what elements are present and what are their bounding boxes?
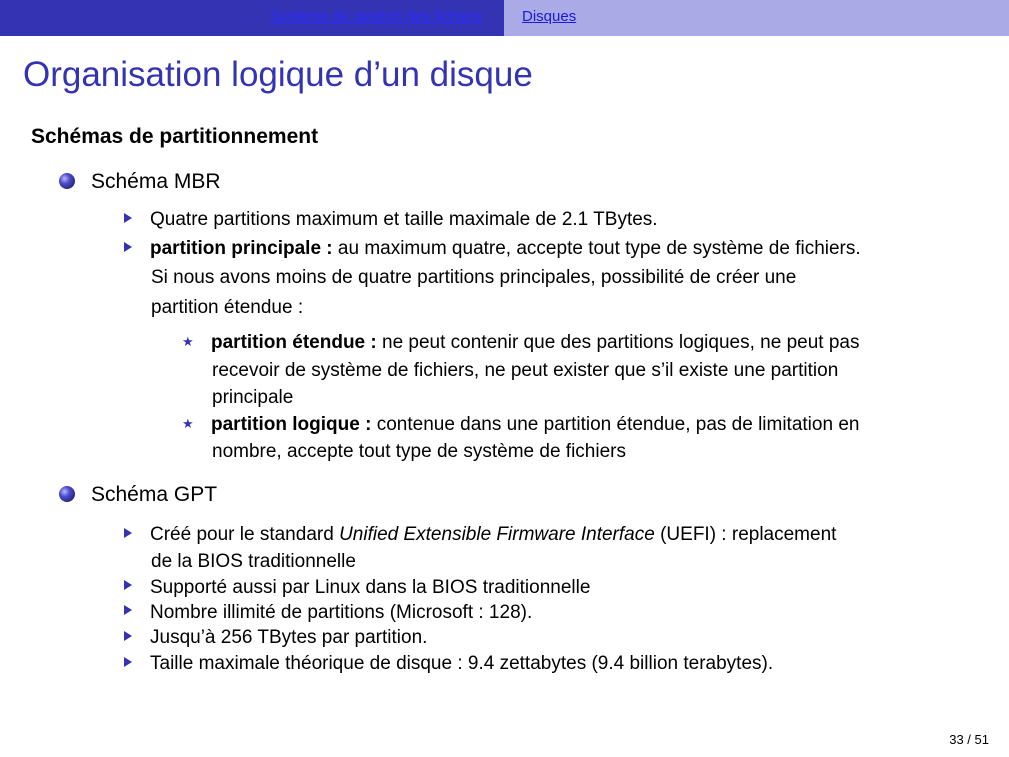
- gpt-item-1: [150, 521, 836, 549]
- gpt-item-2: Supporté aussi par Linux dans la BIOS traditionnelle: [150, 577, 591, 598]
- mbr-item-2-text: au maximum quatre, accepte tout type de système de fichiers.: [332, 238, 861, 259]
- slide-title: Organisation logique d’un disque: [23, 55, 533, 94]
- mbr-item-2: [150, 235, 861, 263]
- mbr-sub-1-line-3: principale: [212, 387, 294, 408]
- triangle-bullet-icon: [124, 213, 132, 223]
- gpt-item-5: Taille maximale théorique de disque : 9.4 zettabytes (9.4 billion terabytes).: [150, 653, 774, 674]
- mbr-heading: Schéma MBR: [91, 170, 221, 193]
- triangle-bullet-icon: [124, 631, 132, 641]
- star-bullet-icon: ★: [182, 416, 194, 431]
- mbr-sub-1-line-2: recevoir de système de fichiers, ne peut exister que s’il existe une partition: [212, 360, 839, 381]
- page-number: 33 / 51: [949, 732, 989, 747]
- triangle-bullet-icon: [124, 580, 132, 590]
- gpt-item-1-text: Créé pour le standard: [150, 524, 340, 545]
- term-extended-partition: partition étendue :: [211, 332, 377, 353]
- uefi-name: Unified Extensible Firmware Interface: [339, 524, 655, 545]
- header-navigation: [0, 0, 1009, 36]
- mbr-item-2-line-2: Si nous avons moins de quatre partitions principales, possibilité de créer une: [151, 267, 797, 288]
- gpt-heading: Schéma GPT: [91, 483, 218, 506]
- gpt-item-1-line-2: de la BIOS traditionnelle: [151, 551, 356, 572]
- gpt-item-1-text-end: (UEFI) : replacement: [654, 524, 837, 545]
- triangle-bullet-icon: [124, 528, 132, 538]
- star-bullet-icon: ★: [182, 334, 194, 349]
- nav-section-link[interactable]: Système de gestion des fichiers: [270, 8, 482, 25]
- gpt-item-4: Jusqu’à 256 TBytes par partition.: [150, 627, 428, 648]
- nav-section-bar: [0, 0, 504, 36]
- mbr-sub-2-text: contenue dans une partition étendue, pas de limitation en: [371, 414, 860, 435]
- mbr-sub-2: [211, 411, 859, 439]
- mbr-sub-1: [211, 329, 859, 357]
- triangle-bullet-icon: [124, 657, 132, 667]
- mbr-sub-2-line-2: nombre, accepte tout type de système de fichiers: [212, 441, 626, 462]
- nav-subsection-bar: [504, 0, 1009, 36]
- mbr-sub-1-text: ne peut contenir que des partitions logiques, ne peut pas: [376, 332, 860, 353]
- nav-subsection-link[interactable]: Disques: [522, 8, 577, 25]
- bullet-ball-icon: [59, 173, 75, 189]
- gpt-item-3: Nombre illimité de partitions (Microsoft : 128).: [150, 602, 533, 623]
- triangle-bullet-icon: [124, 605, 132, 615]
- block-title: Schémas de partitionnement: [31, 125, 319, 148]
- term-logical-partition: partition logique :: [211, 414, 372, 435]
- mbr-item-1: Quatre partitions maximum et taille maximale de 2.1 TBytes.: [150, 209, 658, 230]
- bullet-ball-icon: [59, 486, 75, 502]
- term-primary-partition: partition principale :: [150, 238, 333, 259]
- mbr-item-2-line-3: partition étendue :: [151, 297, 304, 318]
- triangle-bullet-icon: [124, 242, 132, 252]
